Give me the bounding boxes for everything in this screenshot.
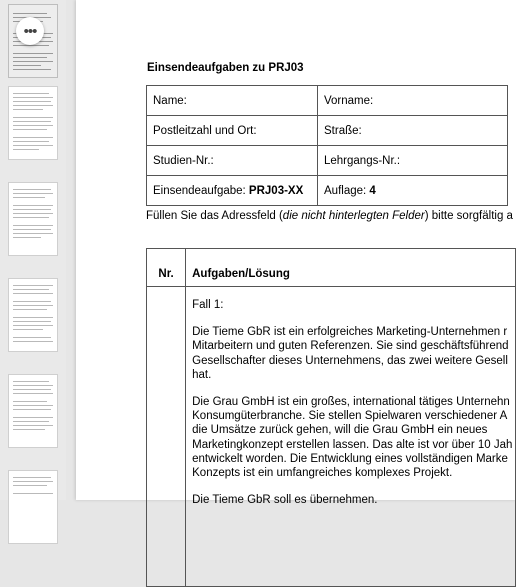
auflage-value: 4 xyxy=(369,184,376,197)
task-table xyxy=(146,248,516,587)
auflage-label: Auflage: xyxy=(324,184,370,197)
nr-column-header: Nr. xyxy=(147,249,186,287)
page-thumbnail-2[interactable] xyxy=(8,86,58,160)
p3-line: Die Tieme GbR soll es übernehmen. xyxy=(192,494,378,507)
paragraph-2 xyxy=(192,395,514,480)
document-title: Einsendeaufgaben zu PRJ03 xyxy=(147,62,304,74)
document-page xyxy=(76,0,516,507)
studien-nr-field[interactable]: Studien-Nr.: xyxy=(147,146,318,176)
p1-line: hat. xyxy=(192,368,212,381)
address-note xyxy=(146,210,513,222)
page-thumbnail-4[interactable] xyxy=(8,278,58,352)
case-label: Fall 1: xyxy=(192,299,224,311)
paragraph-1 xyxy=(192,325,514,382)
name-field[interactable]: Name: xyxy=(147,86,318,116)
strasse-field[interactable]: Straße: xyxy=(318,116,508,146)
p2-line: die Umsätze zurück gehen, will die Grau GmbH ein neues xyxy=(192,424,488,437)
p2-line: Konzepts ist ein umfangreiches komplexes Projekt. xyxy=(192,467,453,480)
task-column-header: Aufgaben/Lösung xyxy=(186,249,516,287)
note-text-after: ) bitte sorgfältig a xyxy=(424,210,513,222)
page-thumbnail-6[interactable] xyxy=(8,470,58,544)
lehrgangs-nr-field[interactable]: Lehrgangs-Nr.: xyxy=(318,146,508,176)
p1-line: Gesellschafter dieses Unternehmens, das zwei weitere Gesell xyxy=(192,354,508,367)
p1-line: Die Tieme GbR ist ein erfolgreiches Marketing-Unternehmen r xyxy=(192,326,508,339)
auflage-cell xyxy=(318,176,508,206)
p2-line: entwickelt worden. Die Entwicklung eines vollständigen Marke xyxy=(192,452,508,465)
einsendeaufgabe-value: PRJ03-XX xyxy=(248,184,304,197)
more-options-button[interactable] xyxy=(16,17,44,45)
nr-cell xyxy=(147,287,186,587)
p2-line: Marketingkonzept erstellen lassen. Das alte ist vor über 10 Jah xyxy=(192,438,513,451)
note-text-before: Füllen Sie das Adressfeld ( xyxy=(146,210,283,222)
more-horizontal-icon: ••• xyxy=(23,22,37,40)
plz-ort-field[interactable]: Postleitzahl und Ort: xyxy=(147,116,318,146)
page-thumbnail-5[interactable] xyxy=(8,374,58,448)
p2-line: Konsumgüterbranche. Sie stellen Spielwaren verschiedener A xyxy=(192,410,508,423)
note-emphasis: die nicht hinterlegten Felder xyxy=(282,210,425,222)
address-table xyxy=(146,85,508,206)
page-thumbnail-sidebar xyxy=(0,0,66,500)
p2-line: Die Grau GmbH ist ein großes, international tätiges Unternehn xyxy=(192,396,510,409)
einsendeaufgabe-label: Einsendeaufgabe: xyxy=(153,184,249,197)
page-thumbnail-3[interactable] xyxy=(8,182,58,256)
vorname-field[interactable]: Vorname: xyxy=(318,86,508,116)
paragraph-3 xyxy=(192,493,514,507)
einsendeaufgabe-cell xyxy=(147,176,318,206)
p1-line: Mitarbeitern und guten Referenzen. Sie sind geschäftsführend xyxy=(192,340,509,353)
task-solution-cell[interactable] xyxy=(186,287,516,587)
